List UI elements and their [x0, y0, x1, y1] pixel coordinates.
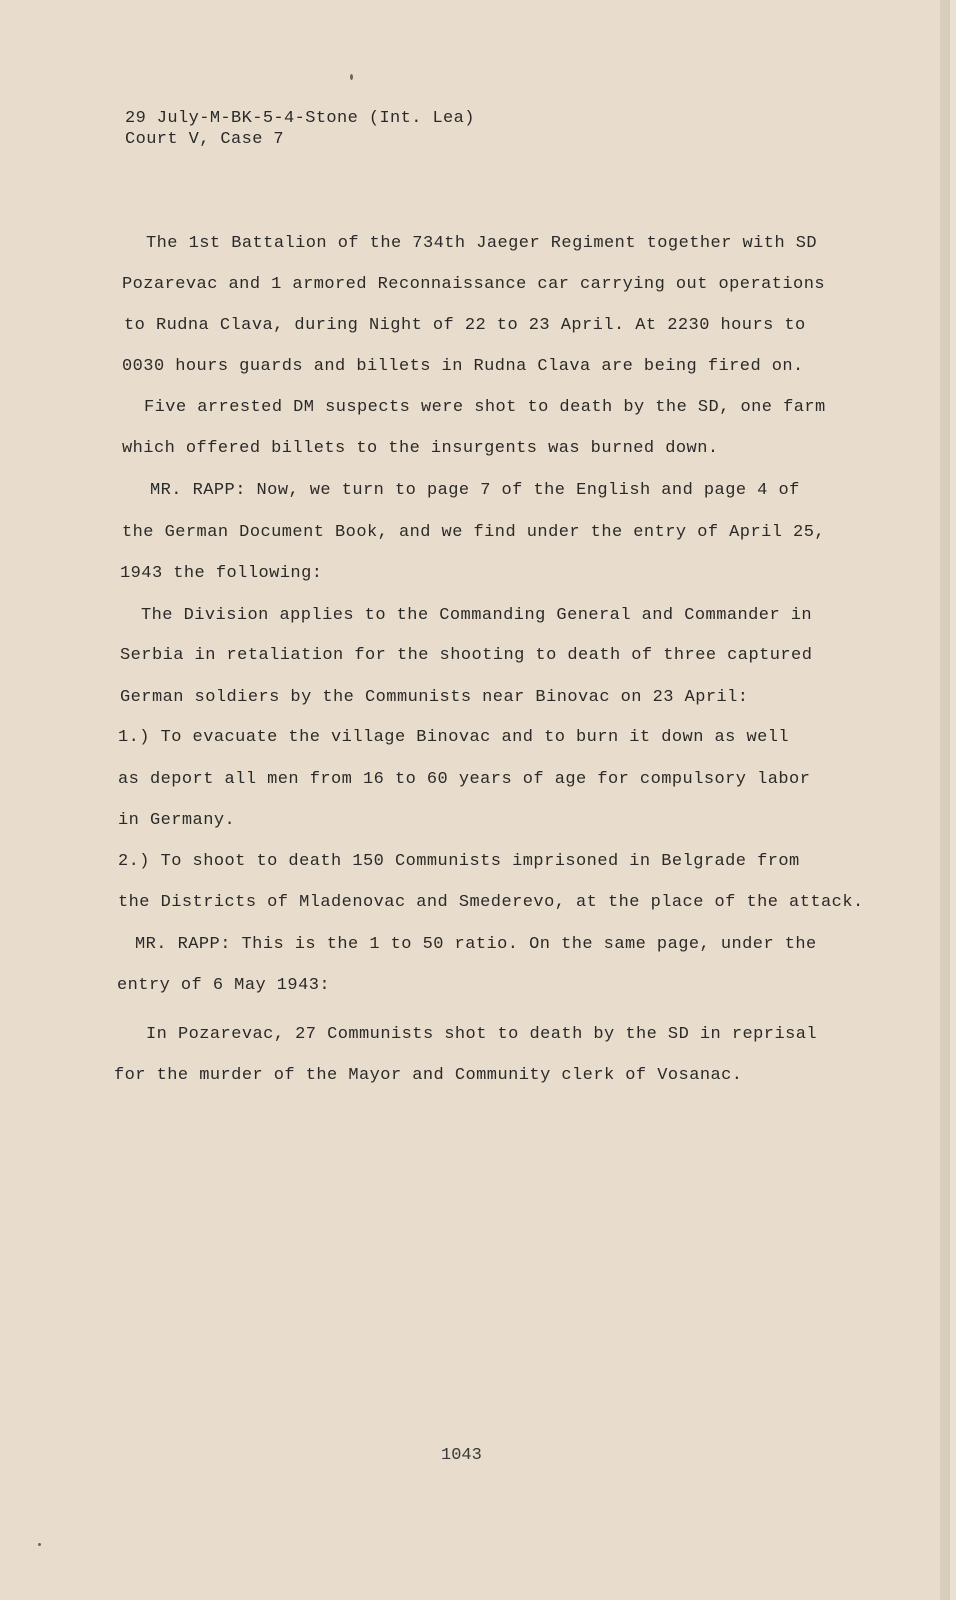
- body-line: as deport all men from 16 to 60 years of age for compulsory labor: [118, 770, 811, 789]
- body-line: 2.) To shoot to death 150 Communists imprisoned in Belgrade from: [118, 852, 800, 871]
- body-line: German soldiers by the Communists near Binovac on 23 April:: [120, 688, 749, 707]
- body-line: 1943 the following:: [120, 564, 323, 583]
- body-line: Five arrested DM suspects were shot to death by the SD, one farm: [144, 398, 826, 417]
- header-reference: 29 July-M-BK-5-4-Stone (Int. Lea): [125, 109, 475, 128]
- paper-speck: [38, 1543, 41, 1546]
- body-line: the German Document Book, and we find under the entry of April 25,: [122, 523, 826, 542]
- body-line: The Division applies to the Commanding General and Commander in: [141, 606, 813, 625]
- body-line: 0030 hours guards and billets in Rudna Clava are being fired on.: [122, 357, 804, 376]
- paper-speck: [350, 74, 353, 80]
- body-line: for the murder of the Mayor and Community clerk of Vosanac.: [114, 1066, 743, 1085]
- body-line: in Germany.: [118, 811, 236, 830]
- body-line: 1.) To evacuate the village Binovac and to burn it down as well: [118, 728, 790, 747]
- page-number: 1043: [441, 1446, 482, 1465]
- body-line: The 1st Battalion of the 734th Jaeger Regiment together with SD: [146, 234, 818, 253]
- body-line: to Rudna Clava, during Night of 22 to 23 April. At 2230 hours to: [124, 316, 806, 335]
- body-line: MR. RAPP: Now, we turn to page 7 of the English and page 4 of: [150, 481, 800, 500]
- body-line: Pozarevac and 1 armored Reconnaissance car carrying out operations: [122, 275, 826, 294]
- body-line: the Districts of Mladenovac and Smederevo, at the place of the attack.: [118, 893, 864, 912]
- body-line: entry of 6 May 1943:: [117, 976, 331, 995]
- document-header: [125, 108, 475, 150]
- body-line: which offered billets to the insurgents was burned down.: [122, 439, 719, 458]
- header-court-case: Court V, Case 7: [125, 130, 285, 149]
- body-line: In Pozarevac, 27 Communists shot to death by the SD in reprisal: [146, 1025, 818, 1044]
- body-line: Serbia in retaliation for the shooting to death of three captured: [120, 646, 813, 665]
- body-line: MR. RAPP: This is the 1 to 50 ratio. On the same page, under the: [135, 935, 817, 954]
- page-edge: [940, 0, 948, 1600]
